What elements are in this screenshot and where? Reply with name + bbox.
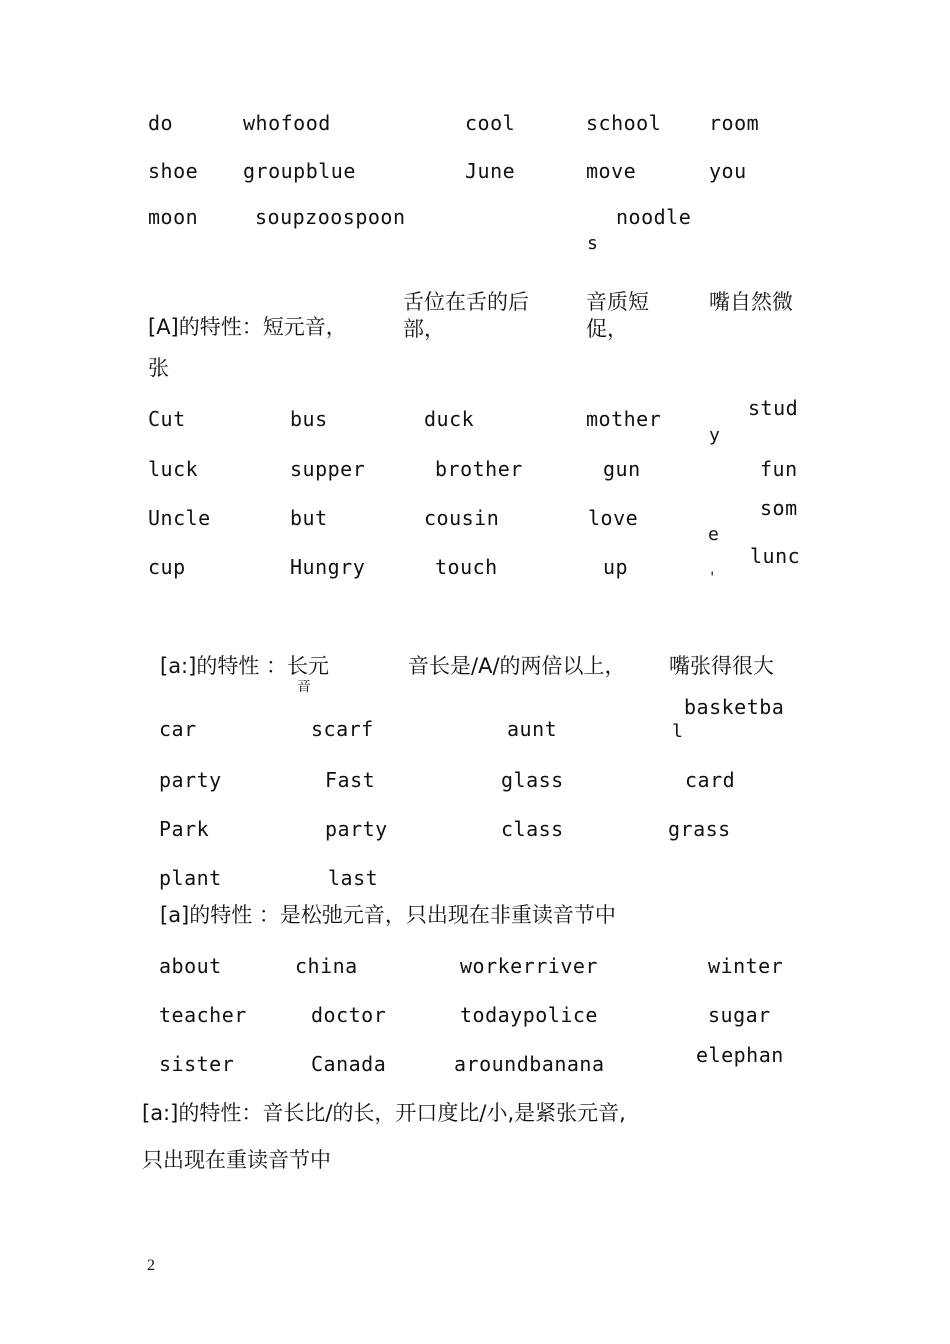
word: cool	[465, 111, 516, 135]
word: last	[328, 866, 379, 890]
word: whofood	[243, 111, 331, 135]
word: moon	[148, 205, 199, 229]
section-heading-last-line2: 只出现在重读音节中	[142, 1148, 331, 1172]
word: grass	[668, 817, 731, 841]
word: todaypolice	[460, 1003, 598, 1027]
word: you	[709, 159, 747, 183]
word: shoe	[148, 159, 199, 183]
section-heading-aa-part: 嘴张得很大	[669, 654, 774, 678]
word: plant	[159, 866, 222, 890]
page-number: 2	[147, 1257, 155, 1274]
word: sugar	[708, 1003, 771, 1027]
word: fun	[760, 457, 798, 481]
word: winter	[708, 954, 784, 978]
word: noodle	[616, 205, 692, 229]
word: love	[588, 506, 639, 530]
word: June	[465, 159, 516, 183]
word-fragment: s	[587, 233, 598, 254]
word: elephan	[696, 1043, 784, 1067]
word-fragment: l	[672, 721, 683, 742]
word: move	[586, 159, 637, 183]
word: scarf	[311, 717, 374, 741]
section-heading-a: [A]的特性：短元音，	[148, 315, 347, 339]
word: do	[148, 111, 174, 135]
word: Park	[159, 817, 210, 841]
word: bus	[290, 407, 328, 431]
section-heading-schwa: [a]的特性 ：是松弛元音，只出现在非重读音节中	[160, 903, 616, 927]
word: sister	[159, 1052, 235, 1076]
word: but	[290, 506, 328, 530]
word: school	[586, 111, 662, 135]
section-heading-a-part: 舌位在舌的后部，	[403, 290, 529, 341]
word: up	[603, 555, 629, 579]
word: basketba	[684, 695, 785, 719]
word: party	[159, 768, 222, 792]
word: cup	[148, 555, 186, 579]
word: workerriver	[460, 954, 598, 978]
word: card	[685, 768, 736, 792]
word: groupblue	[243, 159, 356, 183]
section-heading-aa: [a:]的特性 ：长元	[160, 654, 330, 678]
word: Hungry	[290, 555, 366, 579]
word: brother	[435, 457, 523, 481]
word: aunt	[507, 717, 558, 741]
word: gun	[603, 457, 641, 481]
word: touch	[435, 555, 498, 579]
word: lunc	[750, 544, 801, 568]
word: stud	[748, 396, 799, 420]
word: aroundbanana	[454, 1052, 605, 1076]
word: Cut	[148, 407, 186, 431]
section-heading-a-part: 张	[148, 356, 169, 380]
word: party	[325, 817, 388, 841]
word-fragment: '	[708, 570, 717, 586]
word: Uncle	[148, 506, 211, 530]
word: duck	[424, 407, 475, 431]
word: room	[709, 111, 760, 135]
section-heading-a-part: 音质短促，	[586, 290, 649, 341]
word: supper	[290, 457, 366, 481]
word: glass	[501, 768, 564, 792]
word: doctor	[311, 1003, 387, 1027]
word: luck	[148, 457, 199, 481]
section-heading-aa-part: 音长是/A/的两倍以上，	[408, 654, 626, 678]
word: class	[501, 817, 564, 841]
word-fragment: y	[709, 425, 720, 446]
section-heading-a-part: 嘴自然微	[709, 290, 793, 314]
word: mother	[586, 407, 662, 431]
word: soupzoospoon	[255, 205, 406, 229]
word-fragment: e	[708, 524, 719, 545]
word: china	[295, 954, 358, 978]
word: teacher	[159, 1003, 247, 1027]
section-heading-aa-fragment: 音	[297, 680, 311, 692]
word: Canada	[311, 1052, 387, 1076]
word: som	[760, 496, 798, 520]
section-heading-last: [a:]的特性：音长比/的长，开口度比/小,是紧张元音,	[142, 1101, 626, 1125]
word: cousin	[424, 506, 500, 530]
word: about	[159, 954, 222, 978]
word: Fast	[325, 768, 376, 792]
word: car	[159, 717, 197, 741]
